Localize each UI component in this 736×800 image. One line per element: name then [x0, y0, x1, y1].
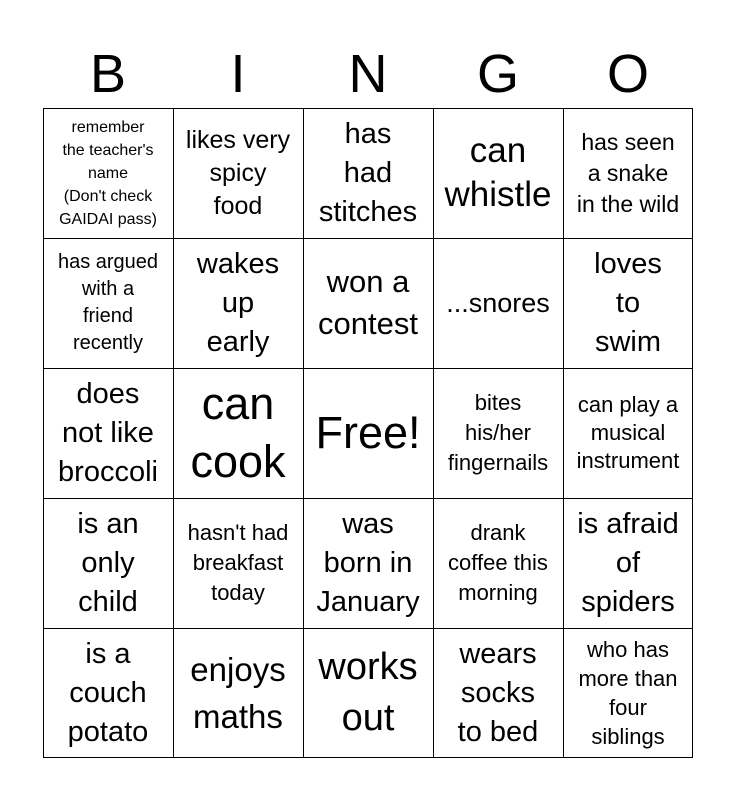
- bingo-cell[interactable]: loves to swim: [594, 247, 662, 358]
- bingo-cell[interactable]: likes very spicy food: [185, 125, 291, 220]
- grid-line: [43, 108, 44, 758]
- bingo-cell[interactable]: enjoys maths: [190, 651, 286, 735]
- bingo-cell[interactable]: wears socks to bed: [457, 637, 539, 748]
- bingo-cell[interactable]: hasn't had breakfast today: [187, 520, 289, 605]
- bingo-cell[interactable]: works out: [318, 646, 418, 739]
- grid-line: [43, 368, 693, 369]
- bingo-cell[interactable]: bites his/her fingernails: [447, 390, 549, 475]
- bingo-cell[interactable]: won a contest: [318, 264, 418, 341]
- bingo-cell[interactable]: wakes up early: [196, 247, 280, 358]
- grid-line: [43, 108, 693, 109]
- grid-line: [43, 757, 693, 758]
- bingo-cell[interactable]: can play a musical instrument: [576, 392, 680, 473]
- header-letter-n: N: [348, 44, 388, 104]
- header-letter-b: B: [89, 44, 127, 104]
- bingo-cell[interactable]: remember the teacher's name (Don't check GAIDAI pass): [59, 118, 157, 228]
- bingo-header: [43, 40, 693, 108]
- bingo-cell[interactable]: ...snores: [446, 288, 550, 318]
- bingo-cell[interactable]: has had stitches: [318, 117, 418, 228]
- grid-line: [43, 238, 693, 239]
- header-letter-g: G: [476, 44, 519, 104]
- bingo-cell[interactable]: was born in January: [316, 507, 420, 618]
- bingo-cell[interactable]: drank coffee this morning: [448, 520, 548, 605]
- grid-line: [692, 108, 693, 758]
- bingo-board: [43, 108, 693, 758]
- grid-line: [43, 498, 693, 499]
- bingo-cell[interactable]: can whistle: [444, 131, 552, 214]
- bingo-cell[interactable]: is a couch potato: [67, 637, 149, 748]
- bingo-cell[interactable]: has argued with a friend recently: [57, 251, 159, 354]
- free-space-cell[interactable]: Free!: [315, 407, 421, 458]
- bingo-cell[interactable]: is afraid of spiders: [577, 507, 679, 618]
- bingo-cell[interactable]: does not like broccoli: [58, 377, 158, 488]
- grid-line: [563, 108, 564, 758]
- grid-line: [433, 108, 434, 758]
- grid-line: [173, 108, 174, 758]
- bingo-cell[interactable]: can cook: [190, 378, 286, 487]
- grid-line: [43, 628, 693, 629]
- header-letter-o: O: [606, 44, 649, 104]
- grid-line: [303, 108, 304, 758]
- bingo-cell[interactable]: is an only child: [77, 507, 139, 618]
- bingo-cell[interactable]: who has more than four siblings: [578, 637, 678, 749]
- header-letter-i: I: [230, 44, 246, 104]
- bingo-cell[interactable]: has seen a snake in the wild: [576, 128, 680, 217]
